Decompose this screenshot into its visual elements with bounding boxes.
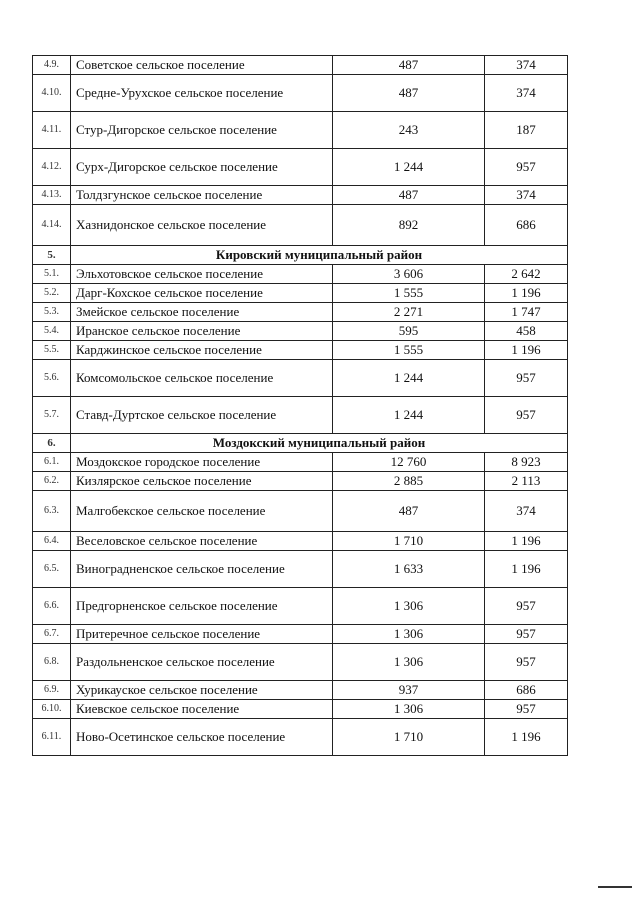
section-title: Моздокский муниципальный район (71, 434, 568, 453)
table-row (33, 341, 568, 360)
row-number: 5.7. (33, 397, 71, 434)
table-row (33, 265, 568, 284)
value-column-1: 2 271 (333, 303, 485, 322)
settlement-name: Предгорненское сельское поселение (71, 588, 333, 625)
row-number: 6.7. (33, 625, 71, 644)
row-number: 5.1. (33, 265, 71, 284)
table-row (33, 75, 568, 112)
value-column-1: 487 (333, 75, 485, 112)
value-column-2: 957 (485, 625, 568, 644)
row-number: 5.2. (33, 284, 71, 303)
value-column-1: 487 (333, 186, 485, 205)
table-row (33, 112, 568, 149)
settlement-name: Сурх-Дигорское сельское поселение (71, 149, 333, 186)
value-column-1: 1 244 (333, 360, 485, 397)
settlement-name: Хурикауское сельское поселение (71, 681, 333, 700)
page-edge-mark (598, 886, 632, 888)
value-column-2: 957 (485, 700, 568, 719)
value-column-1: 1 306 (333, 700, 485, 719)
settlement-name: Толдзгунское сельское поселение (71, 186, 333, 205)
settlement-name: Киевское сельское поселение (71, 700, 333, 719)
value-column-1: 1 306 (333, 588, 485, 625)
settlement-name: Советское сельское поселение (71, 56, 333, 75)
value-column-1: 243 (333, 112, 485, 149)
value-column-1: 937 (333, 681, 485, 700)
table-row (33, 681, 568, 700)
settlement-name: Ставд-Дуртское сельское поселение (71, 397, 333, 434)
value-column-1: 487 (333, 491, 485, 532)
value-column-2: 187 (485, 112, 568, 149)
value-column-2: 957 (485, 360, 568, 397)
table-row (33, 472, 568, 491)
row-number: 6.9. (33, 681, 71, 700)
value-column-2: 686 (485, 205, 568, 246)
table-row (33, 397, 568, 434)
value-column-2: 374 (485, 75, 568, 112)
value-column-1: 1 306 (333, 625, 485, 644)
settlements-table (32, 55, 568, 756)
table-row (33, 284, 568, 303)
section-header-row (33, 434, 568, 453)
value-column-1: 3 606 (333, 265, 485, 284)
value-column-2: 1 196 (485, 341, 568, 360)
settlement-name: Дарг-Кохское сельское поселение (71, 284, 333, 303)
section-number: 5. (33, 246, 71, 265)
row-number: 6.2. (33, 472, 71, 491)
row-number: 4.14. (33, 205, 71, 246)
value-column-2: 1 196 (485, 532, 568, 551)
settlements-table-body (33, 56, 568, 756)
row-number: 6.11. (33, 719, 71, 756)
row-number: 5.4. (33, 322, 71, 341)
row-number: 5.6. (33, 360, 71, 397)
settlement-name: Ново-Осетинское сельское поселение (71, 719, 333, 756)
value-column-2: 374 (485, 186, 568, 205)
settlement-name: Змейское сельское поселение (71, 303, 333, 322)
value-column-1: 1 244 (333, 397, 485, 434)
settlement-name: Притеречное сельское поселение (71, 625, 333, 644)
table-row (33, 322, 568, 341)
row-number: 6.3. (33, 491, 71, 532)
row-number: 6.5. (33, 551, 71, 588)
value-column-2: 2 113 (485, 472, 568, 491)
row-number: 6.10. (33, 700, 71, 719)
value-column-1: 2 885 (333, 472, 485, 491)
table-row (33, 625, 568, 644)
section-number: 6. (33, 434, 71, 453)
settlement-name: Хазнидонское сельское поселение (71, 205, 333, 246)
row-number: 4.12. (33, 149, 71, 186)
row-number: 6.8. (33, 644, 71, 681)
settlement-name: Карджинское сельское поселение (71, 341, 333, 360)
value-column-1: 1 710 (333, 532, 485, 551)
value-column-2: 957 (485, 644, 568, 681)
table-row (33, 532, 568, 551)
table-row (33, 149, 568, 186)
value-column-2: 686 (485, 681, 568, 700)
table-row (33, 719, 568, 756)
value-column-2: 1 196 (485, 719, 568, 756)
value-column-1: 1 244 (333, 149, 485, 186)
row-number: 4.11. (33, 112, 71, 149)
value-column-1: 892 (333, 205, 485, 246)
value-column-1: 1 555 (333, 341, 485, 360)
settlement-name: Кизлярское сельское поселение (71, 472, 333, 491)
value-column-1: 487 (333, 56, 485, 75)
section-header-row (33, 246, 568, 265)
value-column-2: 374 (485, 491, 568, 532)
row-number: 5.3. (33, 303, 71, 322)
table-row (33, 700, 568, 719)
value-column-2: 2 642 (485, 265, 568, 284)
row-number: 6.1. (33, 453, 71, 472)
settlement-name: Моздокское городское поселение (71, 453, 333, 472)
settlement-name: Средне-Урухское сельское поселение (71, 75, 333, 112)
value-column-2: 374 (485, 56, 568, 75)
table-row (33, 551, 568, 588)
settlement-name: Стур-Дигорское сельское поселение (71, 112, 333, 149)
section-title: Кировский муниципальный район (71, 246, 568, 265)
value-column-2: 8 923 (485, 453, 568, 472)
table-row (33, 186, 568, 205)
row-number: 4.13. (33, 186, 71, 205)
table-row (33, 360, 568, 397)
table-row (33, 644, 568, 681)
value-column-2: 1 196 (485, 284, 568, 303)
value-column-1: 1 710 (333, 719, 485, 756)
table-row (33, 56, 568, 75)
table-row (33, 205, 568, 246)
settlement-name: Раздольненское сельское поселение (71, 644, 333, 681)
settlement-name: Комсомольское сельское поселение (71, 360, 333, 397)
table-row (33, 453, 568, 472)
row-number: 6.6. (33, 588, 71, 625)
value-column-1: 12 760 (333, 453, 485, 472)
value-column-1: 1 633 (333, 551, 485, 588)
value-column-2: 957 (485, 149, 568, 186)
value-column-2: 957 (485, 588, 568, 625)
settlement-name: Малгобекское сельское поселение (71, 491, 333, 532)
value-column-1: 1 555 (333, 284, 485, 303)
row-number: 5.5. (33, 341, 71, 360)
value-column-1: 595 (333, 322, 485, 341)
row-number: 4.9. (33, 56, 71, 75)
row-number: 6.4. (33, 532, 71, 551)
settlement-name: Иранское сельское поселение (71, 322, 333, 341)
row-number: 4.10. (33, 75, 71, 112)
value-column-2: 957 (485, 397, 568, 434)
settlement-name: Эльхотовское сельское поселение (71, 265, 333, 284)
table-row (33, 491, 568, 532)
settlement-name: Веселовское сельское поселение (71, 532, 333, 551)
value-column-2: 1 196 (485, 551, 568, 588)
table-row (33, 303, 568, 322)
value-column-1: 1 306 (333, 644, 485, 681)
value-column-2: 458 (485, 322, 568, 341)
settlement-name: Виноградненское сельское поселение (71, 551, 333, 588)
table-row (33, 588, 568, 625)
value-column-2: 1 747 (485, 303, 568, 322)
